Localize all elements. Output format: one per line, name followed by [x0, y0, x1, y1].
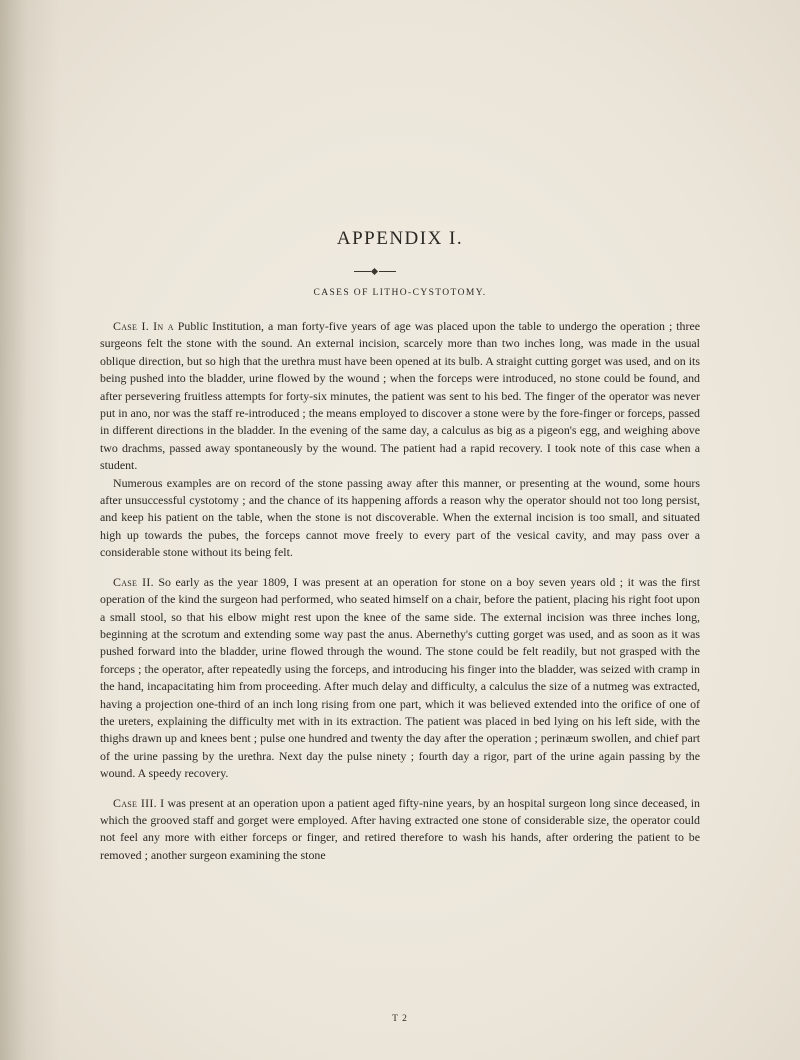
case-label: Case I. [113, 319, 150, 333]
paragraph-text: I was present at an operation upon a patient aged fifty-nine years, by an hospital surgeon long since deceased, in which the grooved staff and gorget were employed. After having extracted one stone of considerable size, the operator could not feel any more with either forceps or finger, and retired therefore to wash his hands, after ordering the patient to be removed ; another surgeon examining the stone [100, 795, 700, 862]
paragraph-numerous-examples [100, 475, 700, 562]
body-text [100, 318, 700, 864]
paragraph-case-1 [100, 318, 700, 475]
signature-mark: T 2 [392, 1014, 408, 1024]
diamond-icon [371, 268, 378, 275]
ornament-divider [354, 268, 396, 276]
case-label: Case III. [113, 795, 157, 810]
case-opening-words: In a [153, 319, 174, 333]
paragraph-case-2 [100, 574, 700, 783]
ornament-line-right [379, 271, 396, 272]
section-subtitle: CASES OF LITHO-CYSTOTOMY. [313, 288, 487, 298]
case-label: Case II. [113, 574, 154, 589]
appendix-title: APPENDIX I. [336, 228, 464, 249]
paragraph-text: Public Institution, a man forty-five years of age was placed upon the table to undergo the operation ; three surgeons felt the stone with the sound. An external incision, scarcely more than two inches long, was made in the usual oblique direction, but so high that the urethra must have been opened at its bulb. A straight cutting gorget was used, and on its being pushed into the bladder, urine flowed by the wound ; when the forceps were introduced, no stone could be found, and after persevering fruitless attempts for forty-six minutes, the patient was sent to his bed. The finger of the operator was never put in ano, nor was the staff re-introduced ; the means employed to discover a stone were by the fore-finger or forceps, passed in different directions in the bladder. In the evening of the same day, a calculus as big as a pigeon's egg, and weighing above two drachms, passed away spontaneously by the wound. The patient had a rapid recovery. I took note of this case when a student. [100, 319, 700, 473]
paragraph-text: Numerous examples are on record of the stone passing away after this manner, or presenting at the wound, some hours after unsuccessful cystotomy ; and the chance of its happening affords a reason why the operator should not too long persist, and keep his patient on the table, when the stone is not discoverable. When the external incision is too small, and situated high up towards the pubes, the forceps cannot move freely to every part of the vesical cavity, and may pass over a considerable stone without its being felt. [100, 475, 700, 560]
paragraph-case-3 [100, 795, 700, 865]
paragraph-text: So early as the year 1809, I was present at an operation for stone on a boy seven years old ; it was the first operation of the kind the surgeon had performed, who seated himself on a chair, before the patient, placing his right foot upon a small stool, so that his elbow might rest upon the knee of the same side. The external incision was three inches long, beginning at the scrotum and extending some way past the anus. Abernethy's cutting gorget was used, and as soon as it was pushed forward into the bladder, urine flowed through the wound. The stone could be felt readily, but not grasped with the forceps ; the operator, after repeatedly using the forceps, and introducing his finger into the bladder, was seized with cramp in the hand, incapacitating him from proceeding. After much delay and difficulty, a calculus the size of a nutmeg was extracted, having a projection one-third of an inch long rising from one part, which it was believed extended into the orifice of one of the ureters, explaining the difficulty met with in its extraction. The patient was placed in bed lying on his left side, with the thighs drawn up and knees bent ; pulse one hundred and twenty the day after the operation ; perinæum swollen, and chief part of the urine passing by the urethra. Next day the pulse ninety ; fourth day a rigor, part of the urine again passing by the wound. A speedy recovery. [100, 574, 701, 781]
ornament-line-left [354, 271, 371, 272]
binding-shadow [0, 0, 60, 1060]
